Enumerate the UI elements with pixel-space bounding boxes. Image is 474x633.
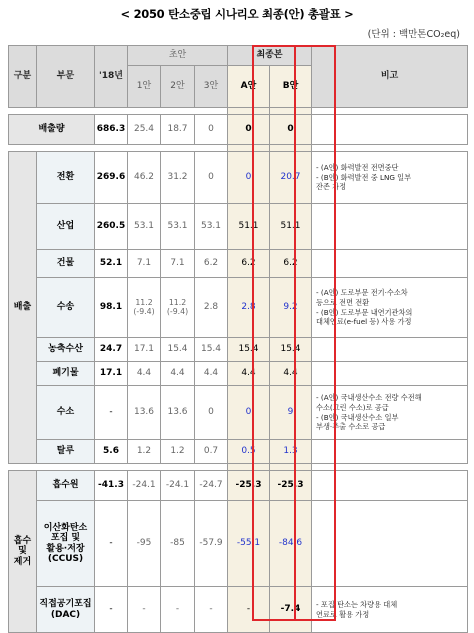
row-label: 건물 xyxy=(37,250,95,278)
cell-y18: 5.6 xyxy=(95,440,128,464)
cell-p3: 2.8 xyxy=(195,278,228,338)
cell-y18: - xyxy=(95,386,128,440)
cell-p1: 25.4 xyxy=(128,115,161,145)
cell-final-b: 1.3 xyxy=(270,440,312,464)
cell-p1: -95 xyxy=(128,501,161,587)
note-line: - (A안) 도로부문 전기·수소차 xyxy=(316,288,408,298)
cell-y18: -41.3 xyxy=(95,471,128,501)
header-gubun: 구분 xyxy=(9,46,37,108)
summary-table xyxy=(8,45,468,633)
cell-note xyxy=(312,501,468,587)
cell-p3: 4.4 xyxy=(195,362,228,386)
cell-final-a: 0 xyxy=(228,386,270,440)
cell-note xyxy=(312,471,468,501)
note-line: - (A안) 화력발전 전면중단 xyxy=(316,162,399,172)
header-choan: 초안 xyxy=(128,46,228,66)
cell-p2: -85 xyxy=(161,501,195,587)
cell-p3: - xyxy=(195,587,228,633)
cell-y18: 24.7 xyxy=(95,338,128,362)
unit-label: (단위 : 백만톤CO₂eq) xyxy=(367,29,460,40)
cell-final-a: 4.4 xyxy=(228,362,270,386)
cell-p2: 1.2 xyxy=(161,440,195,464)
cell-note xyxy=(312,587,468,633)
cell-final-b: -84.6 xyxy=(270,501,312,587)
row-pyegimul xyxy=(9,362,468,386)
row-nongchuk xyxy=(9,338,468,362)
cell-final-b: 9 xyxy=(270,386,312,440)
cell-final-a: 6.2 xyxy=(228,250,270,278)
cell-p3: -57.9 xyxy=(195,501,228,587)
cell-y18: 17.1 xyxy=(95,362,128,386)
note-line: 대체연료(e-fuel 등) 사용 가정 xyxy=(316,317,412,327)
row-saneop xyxy=(9,204,468,250)
row-jeonhwan xyxy=(9,152,468,204)
spacer-row xyxy=(9,145,468,152)
cell-p1: 7.1 xyxy=(128,250,161,278)
section-absorb: 흡수 및 제거 xyxy=(9,471,37,633)
row-label: 수소 xyxy=(37,386,95,440)
cell-note xyxy=(312,278,468,338)
note-line: - (B안) 국내생산수소 일부 xyxy=(316,412,399,422)
cell-note xyxy=(312,115,468,145)
cell-y18: 98.1 xyxy=(95,278,128,338)
row-suso xyxy=(9,386,468,440)
cell-p2: 31.2 xyxy=(161,152,195,204)
header-plan3: 3안 xyxy=(195,66,228,108)
cell-final-a: 0 xyxy=(228,152,270,204)
cell-y18: - xyxy=(95,501,128,587)
row-label: 직접공기포집 (DAC) xyxy=(37,587,95,633)
header-plan1: 1안 xyxy=(128,66,161,108)
cell-p1: 11.2 (-9.4) xyxy=(128,278,161,338)
note-line: 연료로 활용 가정 xyxy=(316,609,370,619)
cell-p2: 53.1 xyxy=(161,204,195,250)
cell-final-b: 0 xyxy=(270,115,312,145)
table-body xyxy=(9,46,468,633)
cell-final-a: 15.4 xyxy=(228,338,270,362)
cell-note xyxy=(312,440,468,464)
row-label: 흡수원 xyxy=(37,471,95,501)
header-final: 최종본 xyxy=(228,46,312,66)
cell-y18: 686.3 xyxy=(95,115,128,145)
cell-note xyxy=(312,204,468,250)
row-ccus xyxy=(9,501,468,587)
row-label: 농축수산 xyxy=(37,338,95,362)
row-talru xyxy=(9,440,468,464)
note-line: 수소(그린 수소)로 공급 xyxy=(316,402,389,412)
cell-final-b: -25.3 xyxy=(270,471,312,501)
cell-p3: 0.7 xyxy=(195,440,228,464)
cell-p3: 0 xyxy=(195,386,228,440)
cell-p3: 15.4 xyxy=(195,338,228,362)
cell-final-b: 15.4 xyxy=(270,338,312,362)
header-year: '18년 xyxy=(95,46,128,108)
cell-p1: -24.1 xyxy=(128,471,161,501)
row-label: 산업 xyxy=(37,204,95,250)
cell-p2: 4.4 xyxy=(161,362,195,386)
section-emission: 배출 xyxy=(9,152,37,464)
header-bumun: 부문 xyxy=(37,46,95,108)
header-plan2: 2안 xyxy=(161,66,195,108)
header-final-b: B안 xyxy=(270,66,312,108)
cell-p1: 4.4 xyxy=(128,362,161,386)
cell-p2: 15.4 xyxy=(161,338,195,362)
cell-p2: - xyxy=(161,587,195,633)
cell-note xyxy=(312,250,468,278)
cell-note xyxy=(312,386,468,440)
row-label: 수송 xyxy=(37,278,95,338)
cell-final-a: 2.8 xyxy=(228,278,270,338)
cell-final-b: 9.2 xyxy=(270,278,312,338)
note-line: 잔존 가정 xyxy=(316,182,347,192)
cell-p2: 13.6 xyxy=(161,386,195,440)
row-label: 폐기물 xyxy=(37,362,95,386)
cell-p3: -24.7 xyxy=(195,471,228,501)
cell-final-a: 51.1 xyxy=(228,204,270,250)
cell-final-a: -25.3 xyxy=(228,471,270,501)
row-label: 이산화탄소 포집 및 활용·저장 (CCUS) xyxy=(37,501,95,587)
cell-final-b: 51.1 xyxy=(270,204,312,250)
cell-p3: 0 xyxy=(195,152,228,204)
cell-p2: -24.1 xyxy=(161,471,195,501)
note-line: - (B안) 화력발전 중 LNG 일부 xyxy=(316,172,412,182)
cell-p1: 46.2 xyxy=(128,152,161,204)
cell-p1: 1.2 xyxy=(128,440,161,464)
cell-y18: 52.1 xyxy=(95,250,128,278)
note-line: - (B안) 도로부문 내연기관차의 xyxy=(316,307,413,317)
emission-total-row xyxy=(9,115,468,145)
row-dac xyxy=(9,587,468,633)
cell-y18: 269.6 xyxy=(95,152,128,204)
cell-p3: 0 xyxy=(195,115,228,145)
cell-p3: 6.2 xyxy=(195,250,228,278)
cell-note xyxy=(312,152,468,204)
header-bigo: 비고 xyxy=(312,46,468,108)
cell-p2: 7.1 xyxy=(161,250,195,278)
cell-p3: 53.1 xyxy=(195,204,228,250)
header-final-a: A안 xyxy=(228,66,270,108)
cell-final-b: 4.4 xyxy=(270,362,312,386)
row-heupsuwon xyxy=(9,471,468,501)
cell-y18: 260.5 xyxy=(95,204,128,250)
cell-note xyxy=(312,338,468,362)
cell-y18: - xyxy=(95,587,128,633)
cell-final-a: 0 xyxy=(228,115,270,145)
cell-final-b: 6.2 xyxy=(270,250,312,278)
note-line: - 포집 탄소는 차량용 대체 xyxy=(316,599,398,609)
note-line: 부생·추출 수소로 공급 xyxy=(316,422,386,432)
row-label: 전환 xyxy=(37,152,95,204)
cell-p1: 53.1 xyxy=(128,204,161,250)
note-line: 등으로 전면 전환 xyxy=(316,297,370,307)
spacer-row xyxy=(9,108,468,115)
cell-final-b: -7.4 xyxy=(270,587,312,633)
cell-p2: 11.2 (-9.4) xyxy=(161,278,195,338)
cell-p1: 17.1 xyxy=(128,338,161,362)
cell-final-a: 0.5 xyxy=(228,440,270,464)
note-line: - (A안) 국내생산수소 전량 수전해 xyxy=(316,393,422,403)
table-title: < 2050 탄소중립 시나리오 최종(안) 총괄표 > xyxy=(120,7,354,21)
cell-p1: 13.6 xyxy=(128,386,161,440)
cell-final-b: 20.7 xyxy=(270,152,312,204)
spacer-row xyxy=(9,464,468,471)
cell-final-a: -55.1 xyxy=(228,501,270,587)
cell-p1: - xyxy=(128,587,161,633)
cell-p2: 18.7 xyxy=(161,115,195,145)
emission-total-label: 배출량 xyxy=(9,115,95,145)
cell-note xyxy=(312,362,468,386)
cell-final-a: - xyxy=(228,587,270,633)
row-susong xyxy=(9,278,468,338)
row-label: 탈루 xyxy=(37,440,95,464)
row-geonmul xyxy=(9,250,468,278)
